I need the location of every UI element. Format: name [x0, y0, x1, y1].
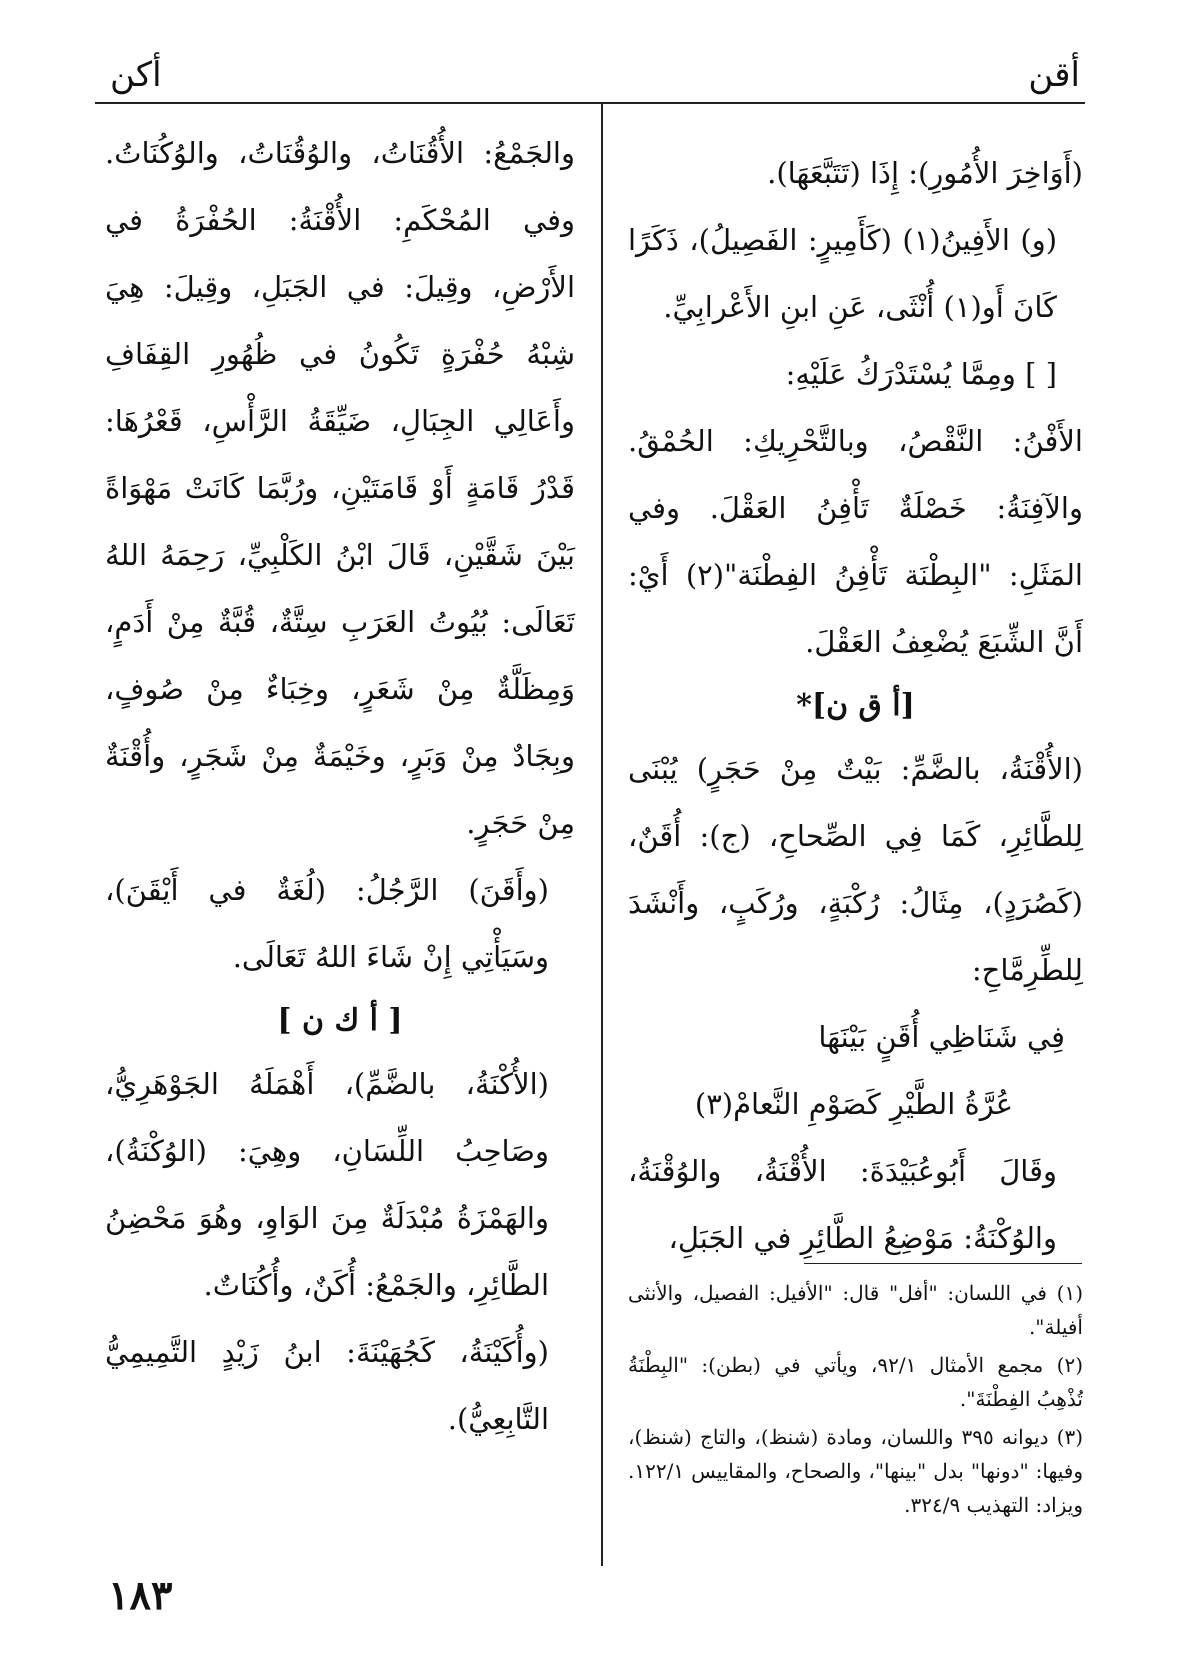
page-header	[95, 50, 1085, 100]
header-left-word: أكن	[110, 55, 162, 95]
footnote: (١) في اللسان: "أفل" قال: "الأفيل: الفصيل، والأنثى أفيلة".	[628, 1281, 1083, 1339]
footnote-rule	[804, 1263, 1082, 1264]
footnote: (٢) مجمع الأمثال ٩٢/١، ويأتي في (بطن): "البِطْنَةُ تُذْهِبُ الفِطْنَةَ".	[628, 1353, 1083, 1411]
entry-heading: [أ ق ن]*	[796, 688, 915, 723]
paragraph: (وأُكَيْنَةُ، كَجُهَيْنَةَ: ابنُ زَيْدٍ التَّمِيمِيُّ التَّابِعِيُّ).	[105, 1335, 549, 1436]
paragraph: [ ] ومِمَّا يُسْتَدْرَكُ عَلَيْهِ:	[785, 357, 1057, 391]
paragraph: (و) الأَفِينُ(١) (كَأَمِيرٍ: الفَصِيلُ)، ذَكَرًا كَانَ أَو(١) أُنْثَى، عَنِ ابنِ الأَعْرابِيِّ.	[628, 223, 1058, 324]
paragraph: (أَوَاخِرَ الأُمُورِ): إِذَا (تَتَبَّعَهَا).	[767, 156, 1083, 190]
paragraph: (وأَقَنَ) الرَّجُلُ: (لُغَةٌ في أَيْقَنَ)، وسَيَأْتِي إِنْ شَاءَ اللهُ تَعَالَى.	[105, 873, 549, 974]
footnotes	[628, 1276, 1083, 1526]
right-column	[628, 140, 1083, 1272]
entry-heading: [ أ ك ن ]	[277, 1003, 403, 1038]
left-column	[105, 120, 575, 1453]
verse-line: فِي شَنَاظِي أُقَنٍ بَيْنَهَا	[818, 1020, 1065, 1054]
footnote: (٣) ديوانه ٣٩٥ واللسان، ومادة (شنظ)، والتاج (شنظ)، وفيها: "دونها" بدل "بينها"، والصحاح، والمقاييس ١٢٢/١. ويزاد: التهذيب ٣٢٤/٩.	[628, 1425, 1083, 1517]
paragraph: الأَفْنُ: النَّقْصُ، وبالتَّحْرِيكِ: الحُمْقُ. والآفِنَةُ: خَصْلَةٌ تَأْفِنُ العَقْلَ. وفي المَثَلِ: "البِطْنَة تَأْفِنُ الفِطْنَة"(٢) أَيْ: أَنَّ الشِّبَعَ يُضْعِفُ العَقْلَ.	[628, 424, 1083, 659]
header-rule	[95, 102, 1085, 104]
header-right-word: أقن	[1028, 55, 1080, 95]
verse-line: عُرَّةُ الطَّيْرِ كَصَوْمِ النَّعامْ(٣)	[694, 1087, 1013, 1121]
page-number: ١٨٣	[108, 1572, 173, 1619]
paragraph: (الأُقْنَةُ، بالضَّمِّ: بَيْتٌ مِنْ حَجَرٍ) يُبْنَى لِلطَّائِرِ، كَمَا فِي الصِّحاحِ، (ج): أُقَنٌ، (كَصُرَدٍ)، مِثَالُ: رُكْبَةٍ، ورُكَبٍ، وأَنْشَدَ لِلطِّرِمَّاحِ:	[628, 752, 1083, 987]
paragraph: (الأُكْنَةُ، بالضَّمِّ)، أَهْمَلَهُ الجَوْهَرِيُّ، وصَاحِبُ اللِّسَانِ، وهِيَ: (الوُكْنَةُ)، والهَمْزَةُ مُبْدَلَةٌ مِنَ الوَاوِ، وهُوَ مَحْضِنُ الطَّائِرِ، والجَمْعُ: أُكَنٌ، وأُكُنَاتٌ.	[105, 1067, 549, 1302]
paragraph: والجَمْعُ: الأُقُنَاتُ، والوُقُنَاتُ، والوُكُنَاتُ. وفي المُحْكَمِ: الأُقْنَةُ: الحُفْرَةُ في الأَرْضِ، وقِيلَ: في الجَبَلِ، وقِيلَ: هِيَ شِبْهُ حُفْرَةٍ تَكُونُ في ظُهُورِ القِفَافِ وأَعَالِي الجِبَالِ، ضَيِّقَةُ الرَّأْسِ، قَعْرُهَا: قَدْرُ قَامَةٍ أَوْ قَامَتَيْنِ، ورُبَّمَا كَانَتْ مَهْوَاةً بَيْنَ شَقَّيْنِ، قَالَ ابْنُ الكَلْبِيِّ، رَحِمَهُ اللهُ تَعَالَى: بُيُوتُ العَرَبِ سِتَّةٌ، قُبَّةٌ مِنْ أَدَمٍ، وَمِظَلَّةٌ مِنْ شَعَرٍ، وخِبَاءٌ مِنْ صُوفٍ، وبِجَادٌ مِنْ وَبَرٍ، وخَيْمَةٌ مِنْ شَجَرٍ، وأُقْنَةٌ مِنْ حَجَرٍ.	[105, 136, 575, 840]
column-divider	[601, 104, 603, 1566]
paragraph: وقَالَ أَبُوعُبَيْدَةَ: الأُقْنَةُ، والوُقْنَةُ، والوُكْنَةُ: مَوْضِعُ الطَّائِرِ في الجَبَلِ،	[628, 1154, 1057, 1255]
